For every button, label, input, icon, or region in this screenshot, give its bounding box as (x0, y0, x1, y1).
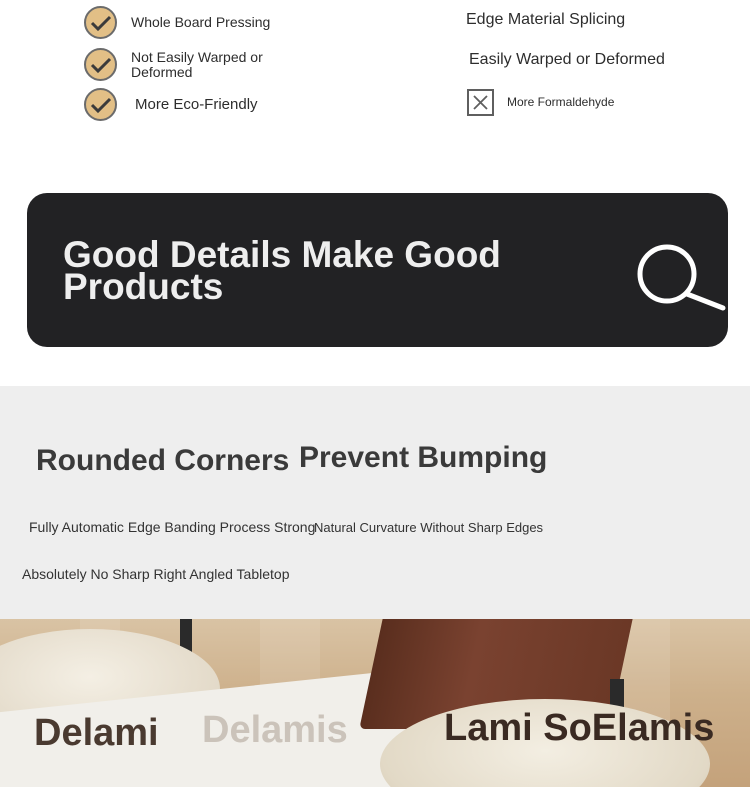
features-section (0, 386, 750, 619)
overlay-text: Lami SoElamis (444, 707, 715, 749)
pro-item (84, 88, 258, 121)
overlay-text-faded: Delamis (202, 709, 348, 751)
feature-text: Natural Curvature Without Sharp Edges (314, 520, 544, 535)
cross-icon (467, 89, 494, 116)
overlay-text: Delami (34, 712, 159, 754)
details-banner (27, 193, 728, 347)
banner-title: Good Details Make Good Products (63, 234, 501, 307)
pro-label: Not Easily Warped or Deformed (131, 48, 263, 80)
pro-label: Whole Board Pressing (131, 14, 271, 30)
search-icon (635, 244, 730, 319)
check-icon (84, 48, 117, 81)
con-label: Easily Warped or Deformed (469, 51, 665, 68)
feature-text: Fully Automatic Edge Banding Process Strong (29, 519, 316, 535)
pro-label: More Eco-Friendly (135, 96, 258, 113)
check-icon (84, 6, 117, 39)
con-label: More Formaldehyde (507, 95, 615, 109)
comparison-section (0, 0, 750, 190)
product-photo (0, 619, 750, 787)
check-icon (84, 88, 117, 121)
con-label: Edge Material Splicing (466, 11, 626, 28)
feature-text: Absolutely No Sharp Right Angled Tabletop (22, 566, 290, 582)
pro-item (84, 6, 270, 39)
pro-item (84, 48, 291, 81)
heading-prevent-bumping: Prevent Bumping (299, 441, 548, 474)
heading-rounded-corners: Rounded Corners (36, 444, 290, 477)
